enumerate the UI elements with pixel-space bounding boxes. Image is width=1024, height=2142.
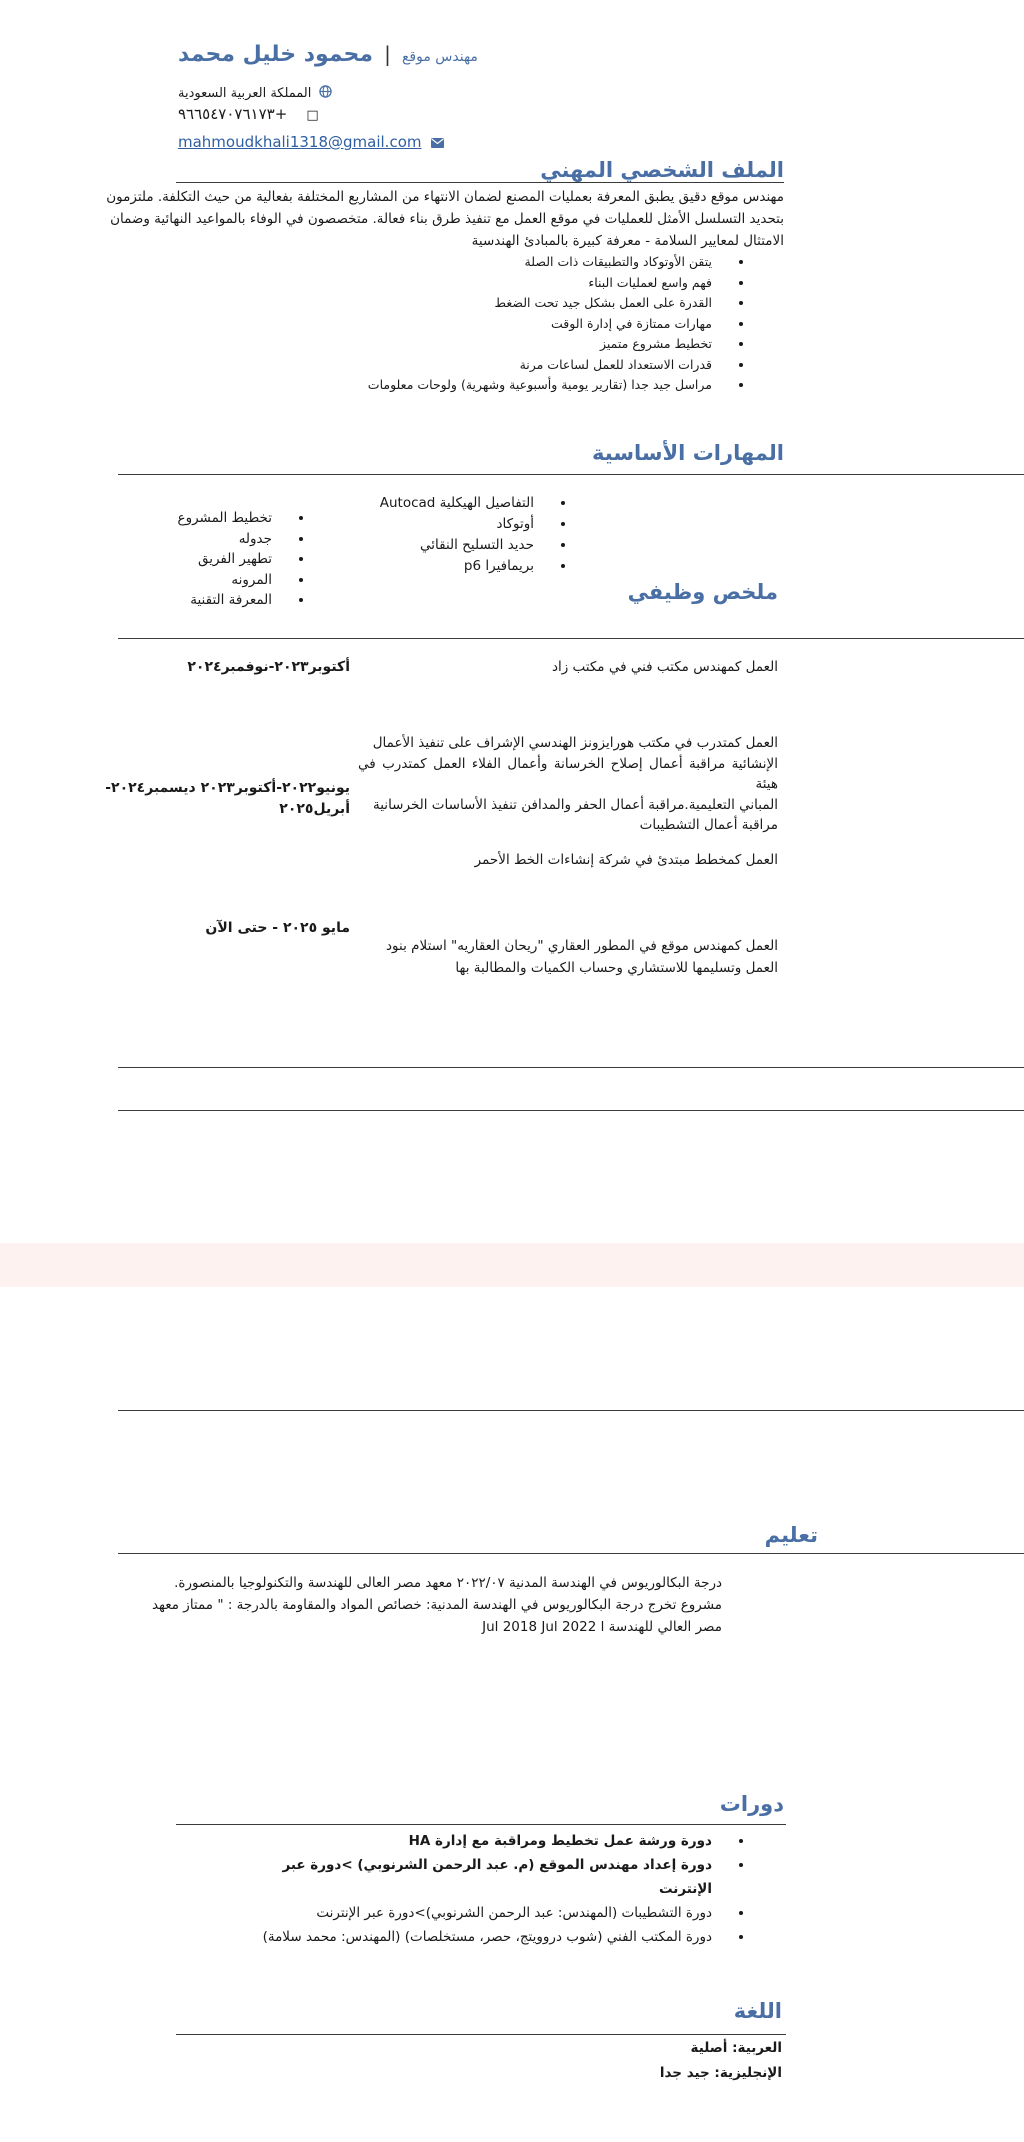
education-heading: تعليم xyxy=(764,1523,818,1547)
phone-number: ٩٦٦٥٤٧٠٧٦١٧٣+ xyxy=(178,105,288,123)
career-desc-line: الإنشائية مراقبة أعمال إصلاح الخرسانة وأعمال الفلاء العمل كمتدرب في هيئة xyxy=(358,755,778,792)
globe-icon xyxy=(319,83,332,102)
career-entry-date xyxy=(120,656,350,678)
title-separator: | xyxy=(384,42,391,66)
location-row xyxy=(178,82,332,102)
skill-item: • تخطيط المشروع xyxy=(88,508,288,529)
profile-divider xyxy=(176,182,784,183)
career-date-line: أكتوبر٢٠٢٣-نوفمبر٢٠٢٤ xyxy=(187,659,350,675)
list-item: • دورة إعداد مهندس الموقع (م. عبد الرحمن الشرنوبي) >دورة عبر الإنترنت xyxy=(228,1853,728,1901)
skill-item: • جدوله xyxy=(88,529,288,550)
list-item: • القدرة على العمل بشكل جيد تحت الضغط xyxy=(128,293,728,314)
location-text: المملكة العربية السعودية xyxy=(178,86,312,101)
profile-bullets xyxy=(128,252,754,396)
courses-list xyxy=(228,1829,754,1949)
skill-item: • التفاصيل الهيكلية Autocad xyxy=(250,493,550,514)
career-heading: ملخص وظيفي xyxy=(627,580,778,604)
list-item: • دورة ورشة عمل تخطيط ومراقبة مع إدارة HA xyxy=(228,1829,728,1853)
job-title: مهندس موقع xyxy=(401,49,478,65)
courses-divider xyxy=(176,1824,786,1825)
skill-item: • حديد التسليح النقائي xyxy=(250,535,550,556)
career-desc-line: العمل كمهندس مكتب فني في مكتب زاد xyxy=(551,659,778,675)
skill-item: • تطهير الفريق xyxy=(88,549,288,570)
language-item: العربية: أصلية xyxy=(690,2040,782,2056)
language-divider xyxy=(176,2034,786,2035)
skill-item: • المرونه xyxy=(88,570,288,591)
skills-heading: المهارات الأساسية xyxy=(592,441,784,465)
career-desc-line: العمل كمخطط مبتدئ في شركة إنشاءات الخط الأحمر xyxy=(474,852,778,868)
envelope-icon xyxy=(431,133,444,152)
career-date-line: يونيو٢٠٢٢-أكتوبر٢٠٢٣ ديسمبر٢٠٢٤- xyxy=(105,780,350,796)
career-entry-desc xyxy=(358,656,778,678)
phone-row xyxy=(178,104,319,123)
career-divider xyxy=(118,638,1024,639)
skill-item: • بريمافيرا p6 xyxy=(250,556,550,577)
profile-heading: الملف الشخصي المهني xyxy=(540,158,784,182)
career-entry-date xyxy=(120,917,350,939)
language-item: الإنجليزية: جيد جدا xyxy=(659,2065,782,2081)
list-item: • تخطيط مشروع متميز xyxy=(128,334,728,355)
email-row xyxy=(178,132,444,152)
career-entry-desc xyxy=(358,935,778,979)
education-line: مصر العالي للهندسة Jul 2018 Jul 2022 l xyxy=(482,1619,722,1635)
list-item: • دورة التشطيبات (المهندس: عبد الرحمن الشرنوبي)>دورة عبر الإنترنت xyxy=(228,1901,728,1925)
page-break-band xyxy=(0,1243,1024,1287)
header xyxy=(178,42,598,152)
list-item: • مهارات ممتازة في إدارة الوقت xyxy=(128,314,728,335)
education-line: درجة البكالوريوس في الهندسة المدنية ٢٠٢٢/٠٧ معهد مصر العالى للهندسة والتكنولوجيا بالمنصورة. xyxy=(174,1575,722,1591)
education-divider xyxy=(118,1553,1024,1554)
email-link[interactable]: mahmoudkhali1318@gmail.com xyxy=(178,133,422,151)
skills-column-left xyxy=(88,508,314,611)
full-name: محمود خليل محمد xyxy=(178,42,374,67)
list-item: • مراسل جيد جدا (تقارير يومية وأسبوعية وشهرية) ولوحات معلومات xyxy=(128,375,728,396)
divider-line xyxy=(118,1410,1024,1411)
language-heading: اللغة xyxy=(733,1999,782,2023)
list-item: • يتقن الأوتوكاد والتطبيقات ذات الصلة xyxy=(128,252,728,273)
name-title-row xyxy=(178,42,478,67)
divider-line xyxy=(118,1110,1024,1111)
list-item: • قدرات الاستعداد للعمل لساعات مرنة xyxy=(128,355,728,376)
profile-line: الامتثال لمعايير السلامة - معرفة كبيرة بالمبادئ الهندسية xyxy=(471,233,784,249)
list-item: • دورة المكتب الفني (شوب دروويتج، حصر، مستخلصات) (المهندس: محمد سلامة) xyxy=(228,1925,728,1949)
language-list xyxy=(482,2036,782,2086)
career-entry-desc xyxy=(358,849,778,871)
list-item: • فهم واسع لعمليات البناء xyxy=(128,273,728,294)
career-entry-date xyxy=(50,778,350,820)
career-date-line: أبريل٢٠٢٥ xyxy=(279,801,350,817)
career-desc-line: العمل وتسليمها للاستشاري وحساب الكميات والمطالبة بها xyxy=(455,960,778,976)
phone-icon: □ xyxy=(306,108,319,123)
career-entry-desc xyxy=(358,733,778,836)
profile-line: مهندس موقع دقيق يطبق المعرفة بعمليات المصنع لضمان الانتهاء من المشاريع المختلفة بفعالية من حيث التكلفة. ملتزمون xyxy=(106,189,784,205)
education-line: مشروع تخرج درجة البكالوريوس في الهندسة المدنية: خصائص المواد والمقاومة بالدرجة : " ممتاز معهد xyxy=(151,1597,722,1613)
career-date-line: مايو ٢٠٢٥ - حتى الآن xyxy=(205,920,350,936)
skills-divider xyxy=(118,474,1024,475)
profile-paragraph xyxy=(106,186,784,252)
skill-item: • أوتوكاد xyxy=(250,514,550,535)
education-text xyxy=(151,1572,722,1638)
profile-line: بتحديد التسلسل الأمثل للعمليات في موقع العمل مع تنفيذ طرق بناء فعالة. متخصصون في الوفاء بالمواعيد النهائية وضمان xyxy=(110,211,784,227)
career-desc-line: العمل كمهندس موقع في المطور العقاري "ريحان العقاريه" استلام بنود xyxy=(386,938,778,954)
divider-line xyxy=(118,1067,1024,1068)
career-desc-line: المباني التعليمية.مراقبة أعمال الحفر والمدافن تنفيذ الأساسات الخرسانية xyxy=(373,796,778,813)
career-desc-line: مراقبة أعمال التشطيبات xyxy=(639,817,778,833)
career-desc-line: العمل كمتدرب في مكتب هورايزونز الهندسي الإشراف على تنفيذ الأعمال xyxy=(372,735,778,751)
courses-heading: دورات xyxy=(719,1792,784,1816)
skill-item: • المعرفة التقنية xyxy=(88,590,288,611)
